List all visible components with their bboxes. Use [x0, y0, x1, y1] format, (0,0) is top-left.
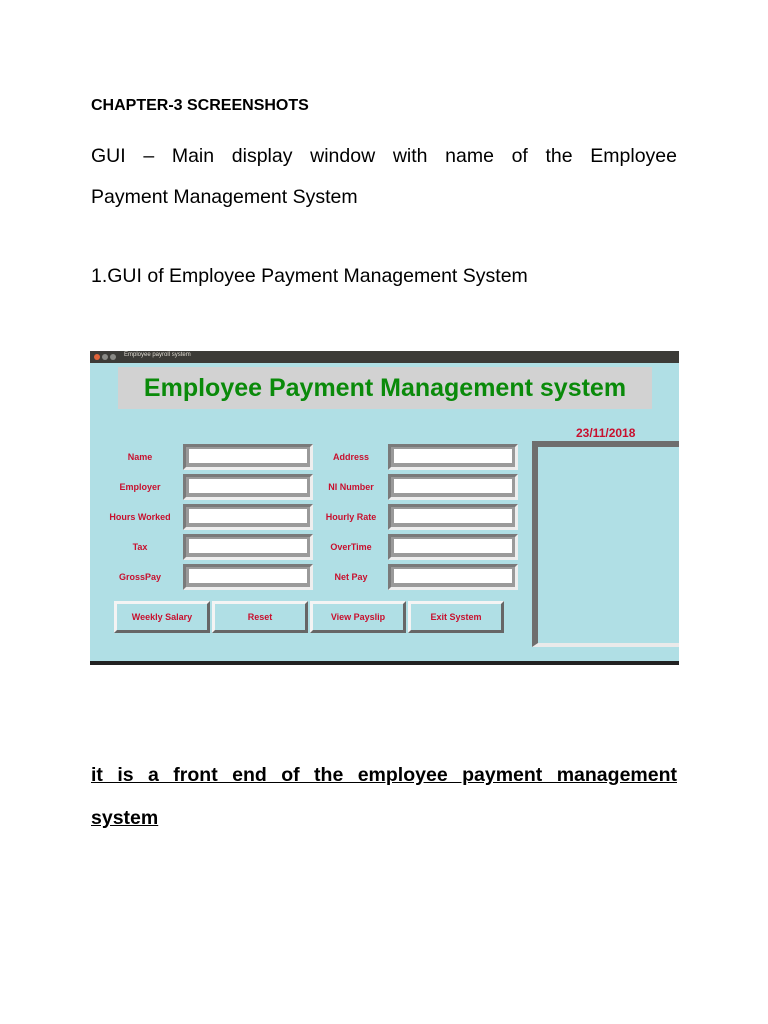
net-pay-field[interactable]: [388, 564, 518, 590]
hours-worked-field[interactable]: [183, 504, 313, 530]
label-hours-worked: Hours Worked: [109, 512, 171, 522]
employer-input[interactable]: [189, 479, 307, 493]
hours-worked-input[interactable]: [189, 509, 307, 523]
date-display: 23/11/2018: [576, 426, 636, 440]
window-title: Employee payroll system: [124, 352, 191, 358]
window-titlebar: [90, 351, 679, 363]
overtime-input[interactable]: [394, 539, 512, 553]
tax-field[interactable]: [183, 534, 313, 560]
close-icon[interactable]: [94, 354, 100, 360]
ni-number-field[interactable]: [388, 474, 518, 500]
intro-paragraph: [91, 136, 677, 218]
label-ni-number: NI Number: [328, 482, 374, 492]
view-payslip-button[interactable]: View Payslip: [310, 601, 406, 633]
label-name: Name: [127, 452, 153, 462]
employer-field[interactable]: [183, 474, 313, 500]
app-title: Employee Payment Management system: [143, 374, 627, 402]
net-pay-input[interactable]: [394, 569, 512, 583]
app-window-screenshot: [90, 351, 679, 665]
closing-line-1: it is a front end of the employee payment management: [91, 764, 677, 786]
exit-system-button[interactable]: Exit System: [408, 601, 504, 633]
overtime-field[interactable]: [388, 534, 518, 560]
screenshot-caption: 1.GUI of Employee Payment Management System: [91, 265, 528, 287]
chapter-heading: CHAPTER-3 SCREENSHOTS: [91, 97, 309, 114]
receipt-panel: [532, 441, 679, 647]
grosspay-input[interactable]: [189, 569, 307, 583]
closing-statement: [91, 754, 677, 840]
address-input[interactable]: [394, 449, 512, 463]
intro-line-2: Payment Management System: [91, 186, 358, 208]
window-bottom-edge: [90, 661, 679, 665]
label-net-pay: Net Pay: [334, 572, 368, 582]
label-tax: Tax: [132, 542, 148, 552]
label-address: Address: [332, 452, 369, 462]
name-field[interactable]: [183, 444, 313, 470]
ni-number-input[interactable]: [394, 479, 512, 493]
reset-button[interactable]: Reset: [212, 601, 308, 633]
weekly-salary-button[interactable]: Weekly Salary: [114, 601, 210, 633]
tax-input[interactable]: [189, 539, 307, 553]
name-input[interactable]: [189, 449, 307, 463]
intro-line-1: GUI – Main display window with name of the Employee: [91, 145, 677, 167]
address-field[interactable]: [388, 444, 518, 470]
closing-line-2: system: [91, 807, 159, 829]
minimize-icon[interactable]: [102, 354, 108, 360]
label-overtime: OverTime: [330, 542, 372, 552]
label-employer: Employer: [119, 482, 161, 492]
app-banner: [118, 367, 652, 409]
maximize-icon[interactable]: [110, 354, 116, 360]
grosspay-field[interactable]: [183, 564, 313, 590]
hourly-rate-field[interactable]: [388, 504, 518, 530]
hourly-rate-input[interactable]: [394, 509, 512, 523]
label-hourly-rate: Hourly Rate: [325, 512, 377, 522]
label-grosspay: GrossPay: [118, 572, 162, 582]
